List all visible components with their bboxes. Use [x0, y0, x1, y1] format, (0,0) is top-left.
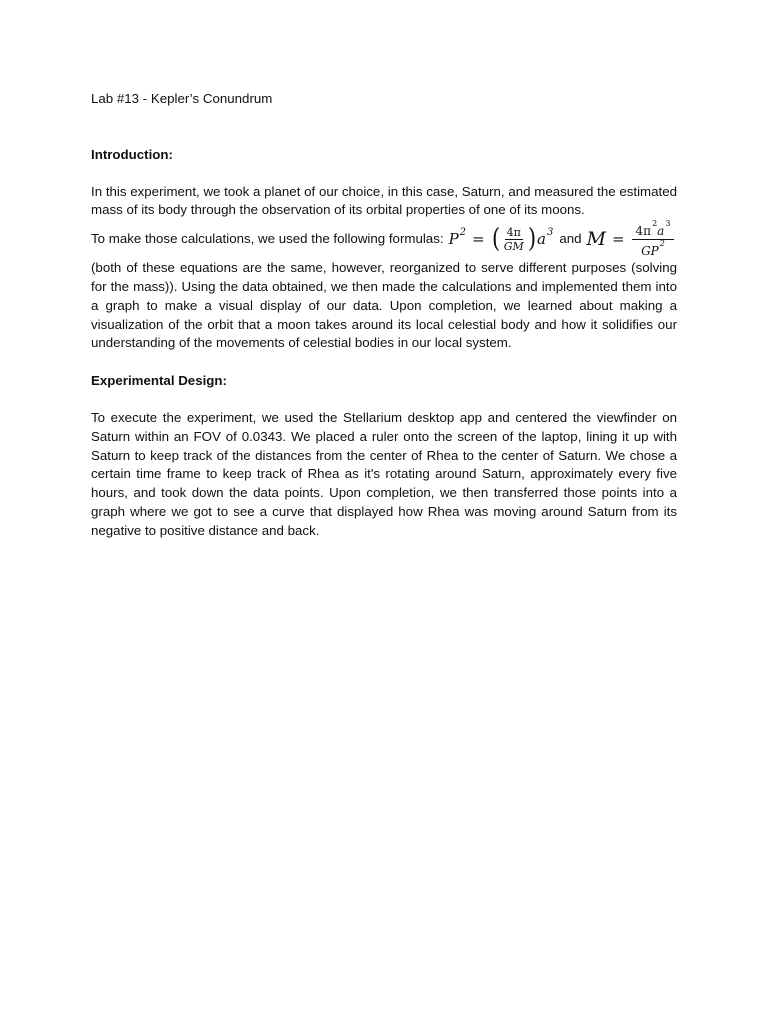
formula-lead-text: To make those calculations, we used the following formulas:	[91, 230, 444, 246]
experimental-design-heading: Experimental Design:	[91, 373, 227, 389]
formula-fraction-numerator: 4π	[506, 225, 521, 239]
formula-m-symbol: M	[586, 227, 606, 250]
introduction-paragraph: In this experiment, we took a planet of our choice, in this case, Saturn, and measured the estimated mass of its body through the observation of its orbital properties of one of its moons.	[91, 183, 677, 218]
formula-equals: =	[472, 229, 485, 248]
introduction-heading: Introduction:	[91, 146, 173, 162]
formula-a-exponent: 3	[546, 226, 554, 238]
formula-right-paren: )	[527, 224, 536, 255]
mass-num-var-exp: 3	[665, 218, 671, 228]
mass-num-coeff-exp: 2	[652, 218, 658, 228]
mass-num-var: a	[657, 223, 665, 238]
mass-num-coeff: 4π	[635, 223, 652, 238]
document-title: Lab #13 - Kepler’s Conundrum	[91, 91, 273, 106]
formula-equals-2: =	[611, 229, 625, 248]
saturn-mass-formula	[587, 220, 676, 259]
formula-line	[91, 218, 677, 258]
document-page	[91, 90, 677, 541]
formula-a-symbol: a	[536, 229, 546, 248]
mass-formula-denominator	[639, 240, 667, 259]
formula-p-exponent: 2	[459, 226, 467, 238]
formula-fraction	[502, 226, 526, 253]
formula-p-symbol: P	[448, 229, 459, 248]
kepler-period-formula	[449, 226, 554, 253]
mass-formula-numerator	[632, 220, 675, 240]
mass-den-var-exp: 2	[659, 238, 665, 248]
experimental-design-paragraph: To execute the experiment, we used the Stellarium desktop app and centered the viewfinder on Saturn within an FOV of 0.0343. We placed a ruler onto the screen of the laptop, lining it up with Saturn to keep track of the distances from the center of Rhea to the center of Saturn. We chose a certain time frame to keep track of Rhea as it's rotating around Saturn, approximately every five hours, and took down the data points. Upon completion, we then transferred those points into a graph where we got to see a curve that displayed how Rhea was moving around Saturn from its negative to positive distance and back.	[91, 409, 677, 538]
formula-and-word: and	[559, 230, 582, 246]
formula-fraction-denominator: GM	[503, 239, 524, 253]
mass-den-var: GP	[641, 243, 659, 258]
introduction-paragraph-2: (both of these equations are the same, however, reorganized to serve different purposes (solving for the mass)). Using the data obtained, we then made the calculations and implemented them into a graph to make a visual display of our data. Upon completion, we learned about making a visualization of the orbit that a moon takes around its local celestial body and how it solidifies our understanding of the movements of celestial bodies in our local system.	[91, 260, 677, 351]
mass-formula-fraction	[632, 220, 675, 259]
formula-left-paren: (	[491, 224, 500, 255]
